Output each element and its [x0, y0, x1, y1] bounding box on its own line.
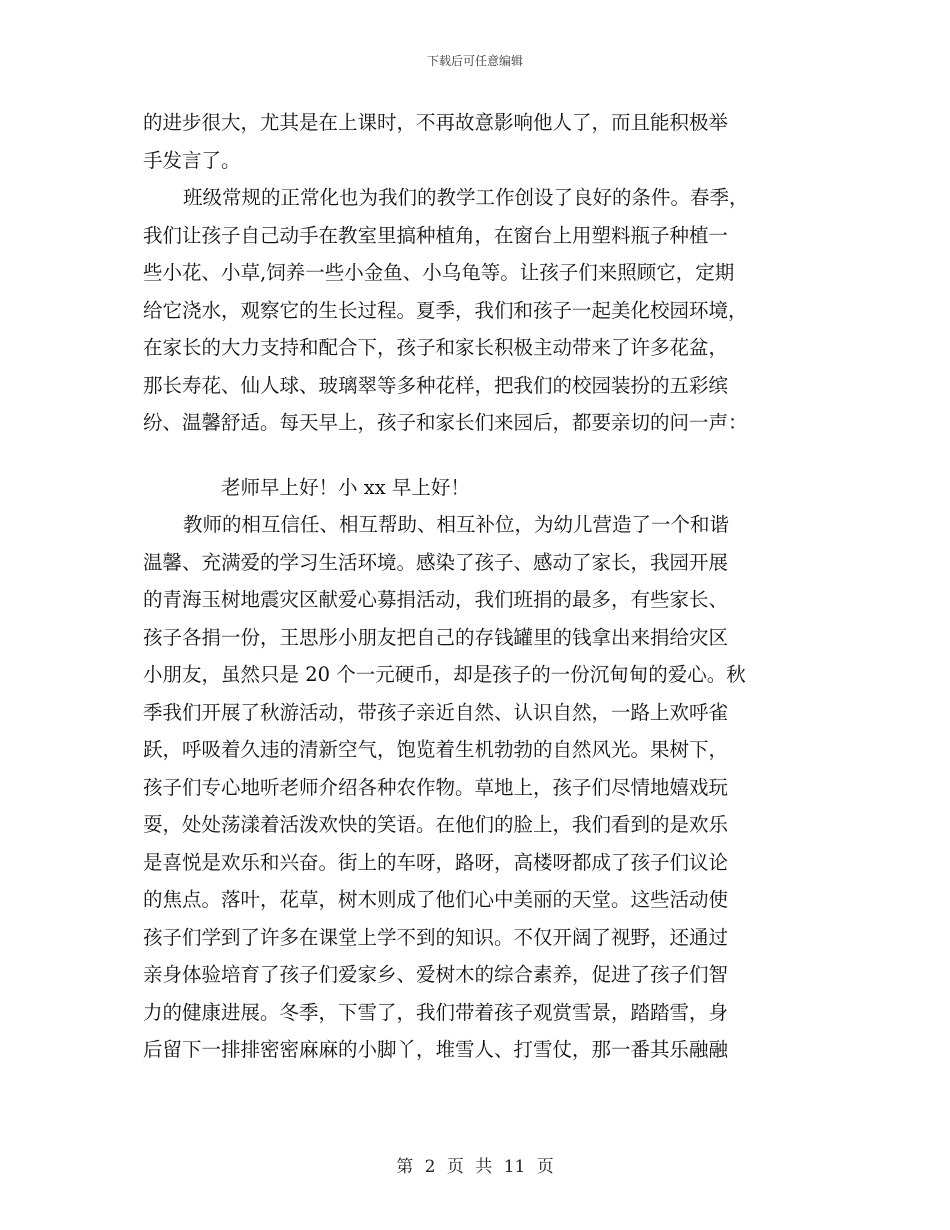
- paragraph-teachers: [143, 506, 808, 1069]
- document-body: [143, 104, 808, 1069]
- text-line: 跃，呼吸着久违的清新空气，饱览着生机勃勃的自然风光。果树下，: [143, 738, 729, 761]
- text-line: 温馨、充满爱的学习生活环境。感染了孩子、感动了家长，我园开展: [143, 550, 729, 574]
- text-line: 季我们开展了秋游活动，带孩子亲近自然、认识自然，一路上欢呼雀: [143, 700, 729, 724]
- greeting-line: 老师早上好！小 xx 早上好！: [221, 475, 470, 499]
- text-line: 孩子们专心地听老师介绍各种农作物。草地上，孩子们尽情地嬉戏玩: [143, 775, 729, 799]
- text-line: 手发言了。: [143, 148, 241, 172]
- paragraph-class-routine: [143, 179, 808, 442]
- text-line: 的焦点。落叶，花草，树木则成了他们心中美丽的天堂。这些活动使: [143, 888, 729, 911]
- paragraph-continued: [143, 104, 808, 179]
- text-line: 的青海玉树地震灾区献爱心募捐活动，我们班捐的最多，有些家长、: [143, 588, 729, 611]
- text-line: 耍，处处荡漾着活泼欢快的笑语。在他们的脸上，我们看到的是欢乐: [143, 813, 729, 836]
- text-line: 是喜悦是欢乐和兴奋。街上的车呀，路呀，高楼呀都成了孩子们议论: [143, 850, 729, 874]
- text-line: 班级常规的正常化也为我们的教学工作创设了良好的条件。春季，: [183, 186, 749, 209]
- text-line: 小朋友，虽然只是 20 个一元硬币，却是孩子的一份沉甸甸的爱心。秋: [143, 663, 746, 686]
- text-line: 后留下一排排密密麻麻的小脚丫，堆雪人、打雪仗，那一番其乐融融: [143, 1038, 729, 1061]
- blank-line: [143, 442, 808, 469]
- text-line: 亲身体验培育了孩子们爱家乡、爱树木的综合素养，促进了孩子们智: [143, 963, 729, 986]
- page-footer: 第 2 页 共 11 页: [396, 1157, 554, 1177]
- text-line: 的进步很大，尤其是在上课时，不再故意影响他人了，而且能积极举: [143, 111, 729, 134]
- text-line: 孩子各捐一份，王思彤小朋友把自己的存钱罐里的钱拿出来捐给灾区: [143, 625, 729, 649]
- text-line: 些小花、小草,饲养一些小金鱼、小乌龟等。让孩子们来照顾它，定期: [143, 261, 735, 284]
- text-line: 那长寿花、仙人球、玻璃翠等多种花样，把我们的校园装扮的五彩缤: [143, 373, 729, 397]
- text-line: 力的健康进展。冬季，下雪了，我们带着孩子观赏雪景，踏踏雪，身: [143, 1000, 729, 1024]
- text-line: 教师的相互信任、相互帮助、相互补位，为幼儿营造了一个和谐: [183, 513, 730, 536]
- text-line: 我们让孩子自己动手在教室里搞种植角，在窗台上用塑料瓶子种植一: [143, 223, 729, 247]
- text-line: 在家长的大力支持和配合下，孩子和家长积极主动带来了许多花盆，: [143, 336, 729, 359]
- text-line: 孩子们学到了许多在课堂上学不到的知识。不仅开阔了视野，还通过: [143, 925, 729, 949]
- text-line: 纷、温馨舒适。每天早上，孩子和家长们来园后，都要亲切的问一声：: [143, 411, 748, 434]
- text-line: 给它浇水，观察它的生长过程。夏季，我们和孩子一起美化校园环境，: [143, 298, 748, 322]
- page-header: 下载后可任意编辑: [426, 54, 523, 68]
